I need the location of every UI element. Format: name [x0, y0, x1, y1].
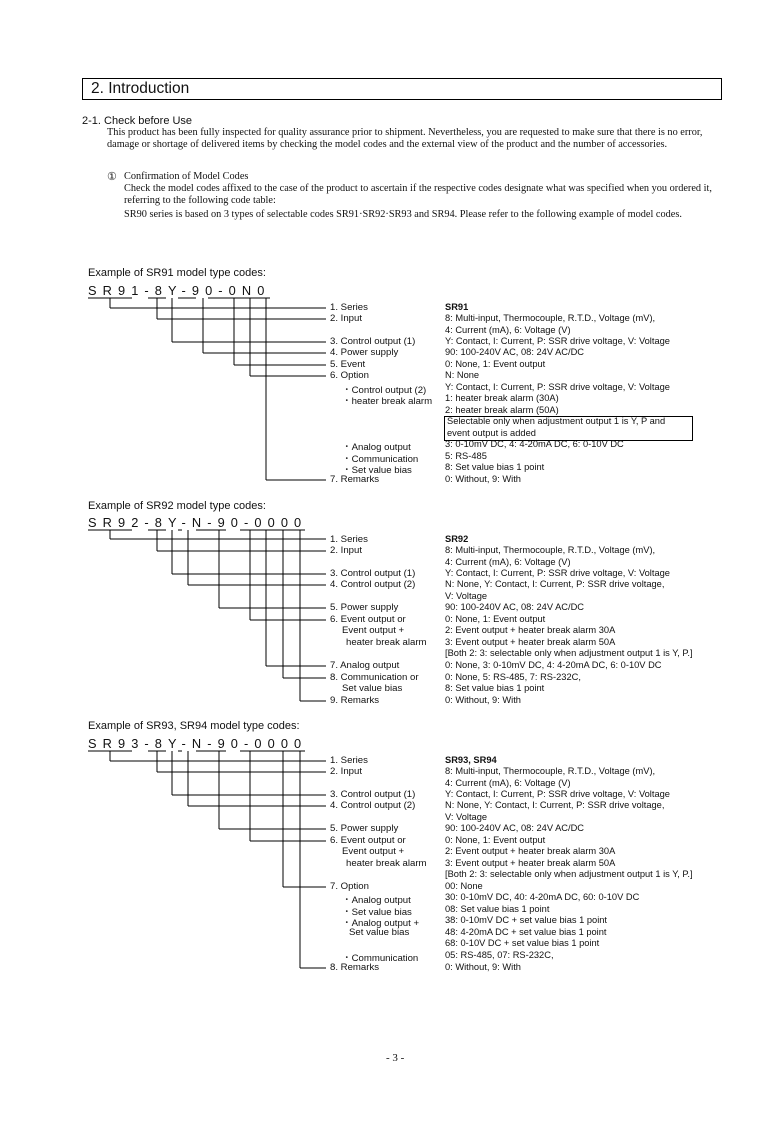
- sub-marker: ①: [107, 171, 117, 183]
- sr92-desc: 0: None, 3: 0-10mV DC, 4: 4-20mA DC, 6: 0-10V DC: [445, 660, 662, 670]
- sr93-title: Example of SR93, SR94 model type codes:: [88, 720, 300, 732]
- code-char: 0: [294, 515, 308, 530]
- code-char: 0: [230, 515, 245, 530]
- sr91-label: 5. Event: [330, 359, 366, 370]
- sr93-label: ・Set value bias: [342, 907, 412, 918]
- code-char: -: [181, 515, 192, 530]
- sr93-desc: 30: 0-10mV DC, 40: 4-20mA DC, 60: 0-10V DC: [445, 892, 640, 902]
- sr91-desc: 3: 0-10mV DC, 4: 4-20mA DC, 6: 0-10V DC: [445, 439, 624, 449]
- sr92-desc: 8: Set value bias 1 point: [445, 683, 545, 693]
- sr92-label: Event output +: [342, 625, 405, 636]
- sr93-label: 7. Option: [330, 881, 369, 892]
- sr91-desc: SR91: [445, 302, 469, 312]
- code-char: R: [102, 283, 118, 298]
- code-char: R: [102, 736, 118, 751]
- code-char: 0: [267, 515, 281, 530]
- sr92-label: 4. Control output (2): [330, 579, 416, 590]
- code-char: 9: [217, 515, 231, 530]
- code-char: S: [88, 736, 103, 751]
- sr93-label: heater break alarm: [346, 858, 427, 869]
- sr93-label: ・Analog output +: [342, 918, 420, 929]
- code-char: N: [191, 736, 208, 751]
- sr93-label: Event output +: [342, 846, 405, 857]
- code-char: 8: [154, 736, 169, 751]
- sr92-label: 6. Event output or: [330, 614, 406, 625]
- code-char: -: [144, 283, 155, 298]
- sr91-label: 1. Series: [330, 302, 368, 313]
- sr91-label: ・Analog output: [342, 442, 411, 453]
- code-char: S: [88, 283, 103, 298]
- code-char: 9: [117, 283, 132, 298]
- code-char: N: [241, 283, 258, 298]
- code-char: Y: [168, 736, 182, 751]
- code-char: 9: [191, 283, 206, 298]
- sr91-label: 7. Remarks: [330, 474, 380, 485]
- code-char: -: [244, 736, 255, 751]
- sub-paragraph-1: Check the model codes affixed to the case of the product to ascertain if the respective codes designate what was specified when you ordered it, referring to the following code table:: [124, 183, 712, 207]
- code-char: 0: [280, 515, 295, 530]
- sr92-desc: 8: Multi-input, Thermocouple, R.T.D., Voltage (mV),: [445, 545, 656, 555]
- sr92-title: Example of SR92 model type codes:: [88, 500, 266, 512]
- sr93-label: 5. Power supply: [330, 823, 399, 834]
- code-char: 0: [228, 283, 242, 298]
- sr92-desc: 0: Without, 9: With: [445, 695, 521, 705]
- sr91-desc: 1: heater break alarm (30A): [445, 393, 559, 403]
- sr92-desc: 2: Event output + heater break alarm 30A: [445, 625, 616, 635]
- section-title: 2. Introduction: [91, 80, 190, 97]
- sr92-desc: [Both 2: 3: selectable only when adjustment output 1 is Y, P.]: [445, 648, 693, 658]
- code-char: R: [102, 515, 118, 530]
- code-char: -: [244, 515, 255, 530]
- sr91-label: ・Communication: [342, 454, 419, 465]
- sr93-label: 6. Event output or: [330, 835, 406, 846]
- sr93-desc: 8: Multi-input, Thermocouple, R.T.D., Voltage (mV),: [445, 766, 656, 776]
- sr92-label: Set value bias: [342, 683, 403, 694]
- code-char: -: [181, 283, 192, 298]
- code-char: 8: [154, 283, 169, 298]
- sr92-desc: 4: Current (mA), 6: Voltage (V): [445, 557, 571, 567]
- sr91-label: ・Control output (2): [342, 385, 427, 396]
- code-char: S: [88, 515, 103, 530]
- code-char: 8: [154, 515, 169, 530]
- sr92-desc: V: Voltage: [445, 591, 488, 601]
- sr92-desc: 0: None, 5: RS-485, 7: RS-232C,: [445, 672, 581, 682]
- sr92-label: 7. Analog output: [330, 660, 400, 671]
- sr92-label: 1. Series: [330, 534, 368, 545]
- code-char: -: [144, 515, 155, 530]
- check-paragraph: This product has been fully inspected for quality assurance prior to shipment. Nevertheless, you are requested to make sure that there is no error, damage or shortage of delivered items by checking the model codes and the external view of the product and the number of accessories.: [107, 127, 703, 151]
- code-char: 9: [217, 736, 231, 751]
- sr91-desc: 90: 100-240V AC, 08: 24V AC/DC: [445, 347, 585, 357]
- code-char: Y: [168, 283, 182, 298]
- code-char: Y: [168, 515, 182, 530]
- sr92-label: 8. Communication or: [330, 672, 419, 683]
- check-heading: 2-1. Check before Use: [82, 115, 193, 127]
- sr93-desc: 00: None: [445, 881, 483, 891]
- sr93-label: 2. Input: [330, 766, 363, 777]
- sr93-desc: 3: Event output + heater break alarm 50A: [445, 858, 616, 868]
- sr92-desc: SR92: [445, 534, 469, 544]
- code-char: N: [191, 515, 208, 530]
- sr93-desc: V: Voltage: [445, 812, 488, 822]
- sr91-label: ・Set value bias: [342, 465, 412, 476]
- code-char: 2: [131, 515, 145, 530]
- sr92-label: 9. Remarks: [330, 695, 380, 706]
- sr92-label: 3. Control output (1): [330, 568, 416, 579]
- sr91-label: 3. Control output (1): [330, 336, 416, 347]
- page-number: - 3 -: [386, 1052, 405, 1064]
- code-char: -: [207, 736, 218, 751]
- code-char: 0: [294, 736, 308, 751]
- code-char: 9: [117, 736, 132, 751]
- code-char: 0: [205, 283, 219, 298]
- sr93-desc: 4: Current (mA), 6: Voltage (V): [445, 778, 571, 788]
- code-char: 0: [254, 736, 268, 751]
- sr93-desc: SR93, SR94: [445, 755, 497, 765]
- sr93-label: 3. Control output (1): [330, 789, 416, 800]
- sr93-label: Set value bias: [349, 927, 410, 938]
- code-char: 0: [230, 736, 245, 751]
- sr91-desc: Y: Contact, I: Current, P: SSR drive voltage, V: Voltage: [445, 336, 670, 346]
- sr91-desc: 8: Set value bias 1 point: [445, 462, 545, 472]
- sr91-desc: 5: RS-485: [445, 451, 487, 461]
- sr93-label: 8. Remarks: [330, 962, 380, 973]
- sr93-label: 1. Series: [330, 755, 368, 766]
- sr93-desc: [Both 2: 3: selectable only when adjustment output 1 is Y, P.]: [445, 869, 693, 879]
- sr92-desc: N: None, Y: Contact, I: Current, P: SSR drive voltage,: [445, 579, 665, 589]
- code-char: 3: [131, 736, 145, 751]
- sr91-desc: Selectable only when adjustment output 1 is Y, P and: [447, 416, 666, 426]
- code-char: -: [144, 736, 155, 751]
- sr93-desc: 68: 0-10V DC + set value bias 1 point: [445, 938, 600, 948]
- code-char: -: [207, 515, 218, 530]
- sr91-desc: 0: Without, 9: With: [445, 474, 521, 484]
- code-char: 0: [254, 515, 268, 530]
- sr93-desc: 38: 0-10mV DC + set value bias 1 point: [445, 915, 608, 925]
- sr93-desc: 0: None, 1: Event output: [445, 835, 546, 845]
- code-char: -: [181, 736, 192, 751]
- sr92-label: 2. Input: [330, 545, 363, 556]
- sr93-desc: 90: 100-240V AC, 08: 24V AC/DC: [445, 823, 585, 833]
- sr91-desc: 2: heater break alarm (50A): [445, 405, 559, 415]
- sub-heading: Confirmation of Model Codes: [124, 171, 249, 182]
- sr93-desc: Y: Contact, I: Current, P: SSR drive voltage, V: Voltage: [445, 789, 670, 799]
- sr93-desc: N: None, Y: Contact, I: Current, P: SSR drive voltage,: [445, 800, 665, 810]
- sr93-desc: 08: Set value bias 1 point: [445, 904, 550, 914]
- sr92-label: 5. Power supply: [330, 602, 399, 613]
- sr92-desc: Y: Contact, I: Current, P: SSR drive voltage, V: Voltage: [445, 568, 670, 578]
- sr91-label: 4. Power supply: [330, 347, 399, 358]
- sr91-desc: event output is added: [447, 428, 536, 438]
- code-char: -: [218, 283, 229, 298]
- sr93-label: 4. Control output (2): [330, 800, 416, 811]
- code-char: 0: [280, 736, 295, 751]
- sr92-desc: 0: None, 1: Event output: [445, 614, 546, 624]
- sr92-label: heater break alarm: [346, 637, 427, 648]
- sr91-label: 2. Input: [330, 313, 363, 324]
- sr93-label: ・Analog output: [342, 895, 411, 906]
- sr91-title: Example of SR91 model type codes:: [88, 267, 266, 279]
- sr93-label: ・Communication: [342, 953, 419, 964]
- sr91-desc: 4: Current (mA), 6: Voltage (V): [445, 325, 571, 335]
- code-char: 0: [257, 283, 271, 298]
- sr91-desc: 0: None, 1: Event output: [445, 359, 546, 369]
- sr92-desc: 90: 100-240V AC, 08: 24V AC/DC: [445, 602, 585, 612]
- sr93-desc: 48: 4-20mA DC + set value bias 1 point: [445, 927, 607, 937]
- sr91-desc: Y: Contact, I: Current, P: SSR drive voltage, V: Voltage: [445, 382, 670, 392]
- code-char: 0: [267, 736, 281, 751]
- sr91-label: ・heater break alarm: [342, 396, 433, 407]
- code-char: 1: [131, 283, 145, 298]
- sr91-desc: N: None: [445, 370, 480, 380]
- sr93-desc: 05: RS-485, 07: RS-232C,: [445, 950, 554, 960]
- sr92-desc: 3: Event output + heater break alarm 50A: [445, 637, 616, 647]
- sr91-label: 6. Option: [330, 370, 369, 381]
- sr93-desc: 0: Without, 9: With: [445, 962, 521, 972]
- sr91-desc: 8: Multi-input, Thermocouple, R.T.D., Voltage (mV),: [445, 313, 656, 323]
- code-char: 9: [117, 515, 132, 530]
- sr93-desc: 2: Event output + heater break alarm 30A: [445, 846, 616, 856]
- sub-paragraph-2: SR90 series is based on 3 types of selectable codes SR91·SR92·SR93 and SR94. Please refer to the following example of model codes.: [124, 209, 682, 220]
